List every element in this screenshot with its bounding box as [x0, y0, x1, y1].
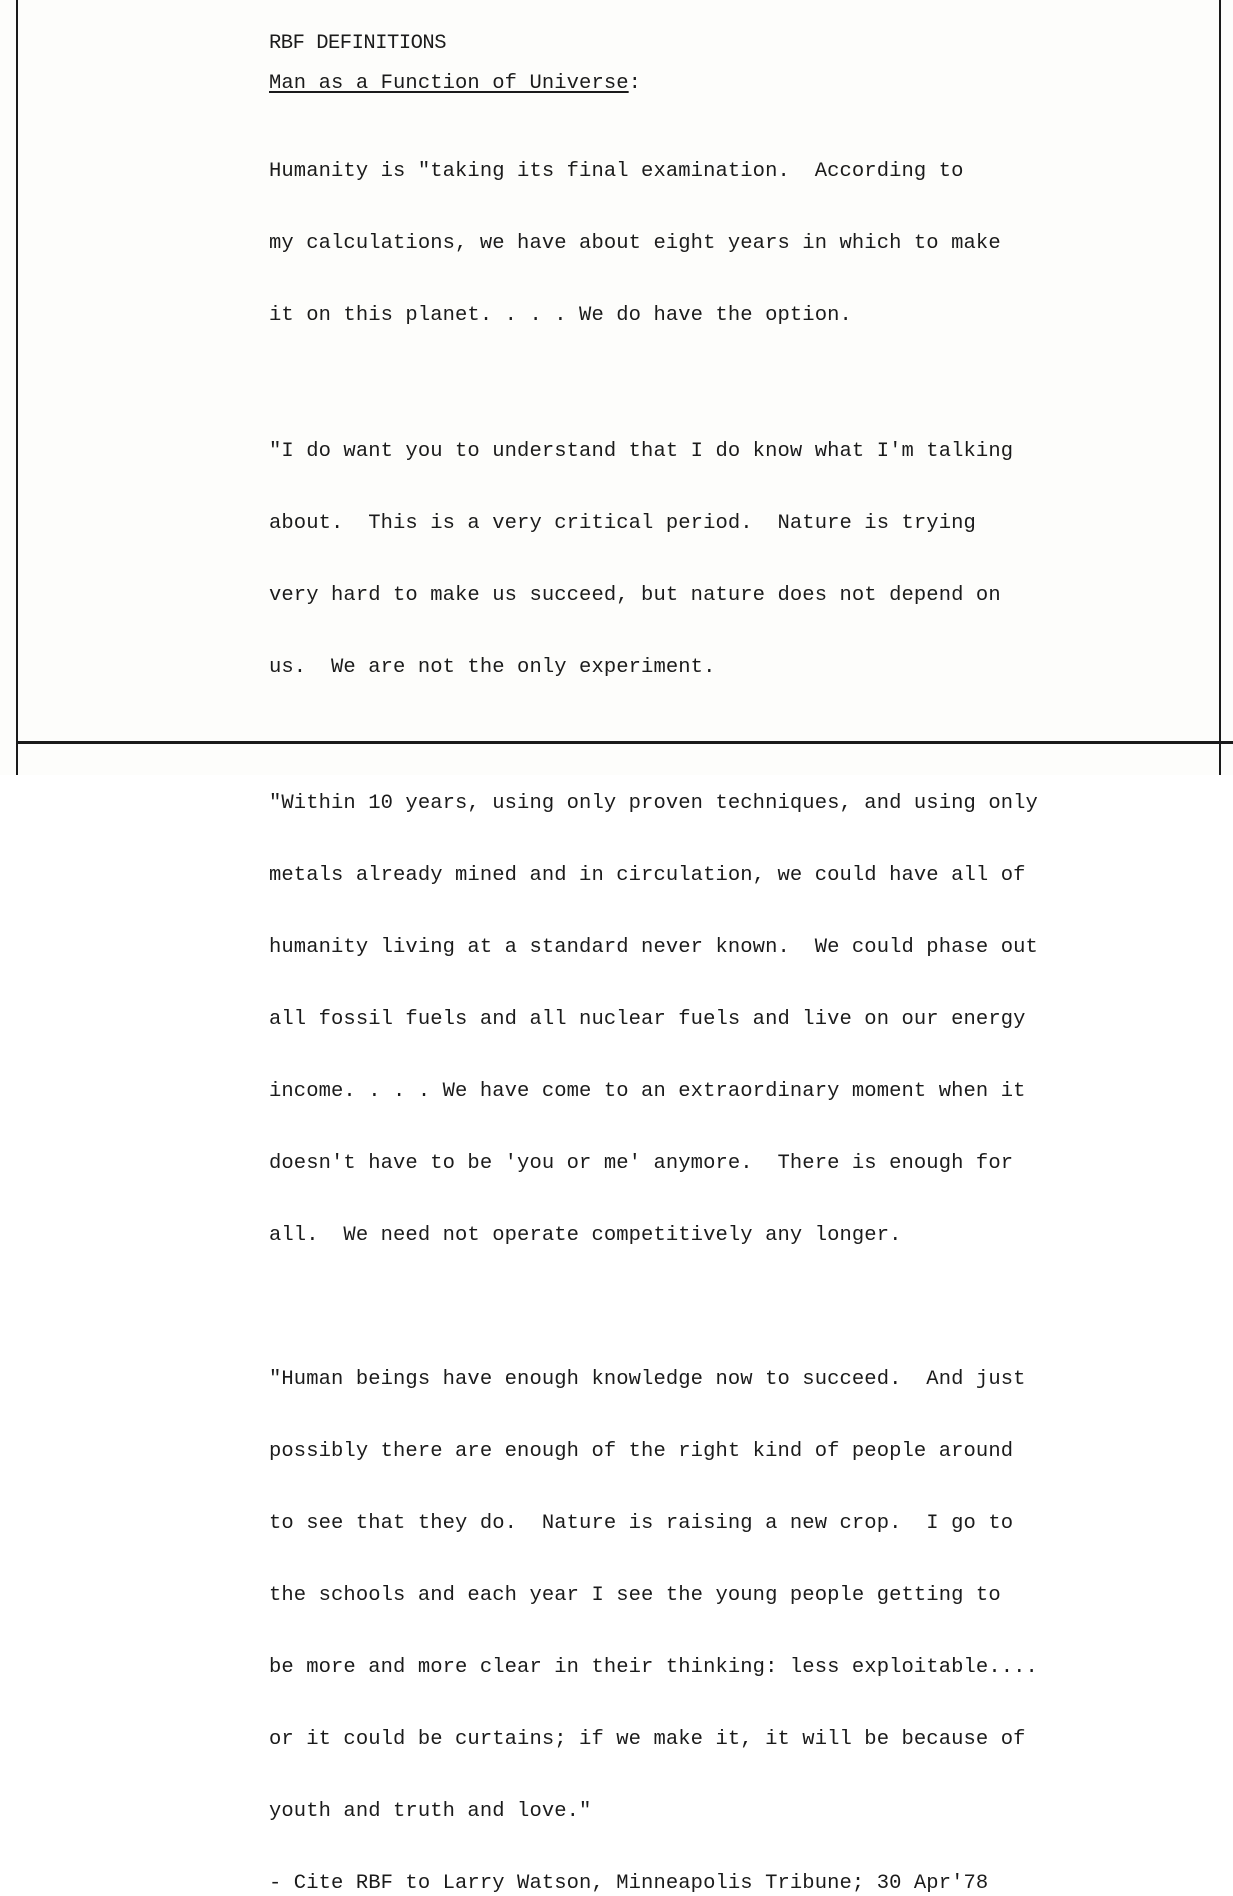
definition-card — [269, 30, 1169, 1896]
paragraph-line: it on this planet. . . . We do have the option. — [269, 304, 852, 327]
paragraph-line: possibly there are enough of the right kind of people around — [269, 1440, 1014, 1463]
citation-line: - Cite RBF to Larry Watson, Minneapolis Tribune; 30 Apr'78 — [269, 1872, 989, 1895]
quote-paragraph-4 — [269, 1320, 1169, 1872]
paragraph-line: be more and more clear in their thinking: less exploitable.... — [269, 1656, 1038, 1679]
quote-paragraph-1 — [269, 112, 1169, 376]
quote-paragraph-2 — [269, 392, 1169, 728]
paragraph-line: income. . . . We have come to an extraordinary moment when it — [269, 1080, 1026, 1103]
paragraph-line: all fossil fuels and all nuclear fuels and live on our energy — [269, 1008, 1026, 1031]
paragraph-line: "Within 10 years, using only proven techniques, and using only — [269, 792, 1038, 815]
paragraph-line: the schools and each year I see the young people getting to — [269, 1584, 1001, 1607]
subtitle-colon: : — [628, 72, 642, 95]
paragraph-line: "Human beings have enough knowledge now to succeed. And just — [269, 1368, 1026, 1391]
quote-paragraph-3 — [269, 744, 1169, 1296]
left-border-line — [16, 0, 18, 775]
card-subtitle — [269, 72, 1169, 96]
right-border-line — [1219, 0, 1221, 775]
paragraph-line: very hard to make us succeed, but nature does not depend on — [269, 584, 1001, 607]
paragraph-line: doesn't have to be 'you or me' anymore. There is enough for — [269, 1152, 1014, 1175]
paragraph-line: youth and truth and love." — [269, 1800, 592, 1823]
paragraph-line: humanity living at a standard never known. We could phase out — [269, 936, 1038, 959]
paragraph-line: "I do want you to understand that I do know what I'm talking — [269, 440, 1014, 463]
subtitle-text: Man as a Function of Universe — [269, 72, 629, 95]
card-heading: RBF DEFINITIONS — [269, 32, 447, 55]
paragraph-line: metals already mined and in circulation, we could have all of — [269, 864, 1026, 887]
paragraph-line: about. This is a very critical period. Nature is trying — [269, 512, 976, 535]
paragraph-line: us. We are not the only experiment. — [269, 656, 716, 679]
paragraph-line: or it could be curtains; if we make it, it will be because of — [269, 1728, 1026, 1751]
paragraph-line: to see that they do. Nature is raising a new crop. I go to — [269, 1512, 1014, 1535]
paragraph-line: Humanity is "taking its final examination. According to — [269, 160, 964, 183]
paragraph-line: my calculations, we have about eight years in which to make — [269, 232, 1001, 255]
paragraph-line: all. We need not operate competitively any longer. — [269, 1224, 902, 1247]
